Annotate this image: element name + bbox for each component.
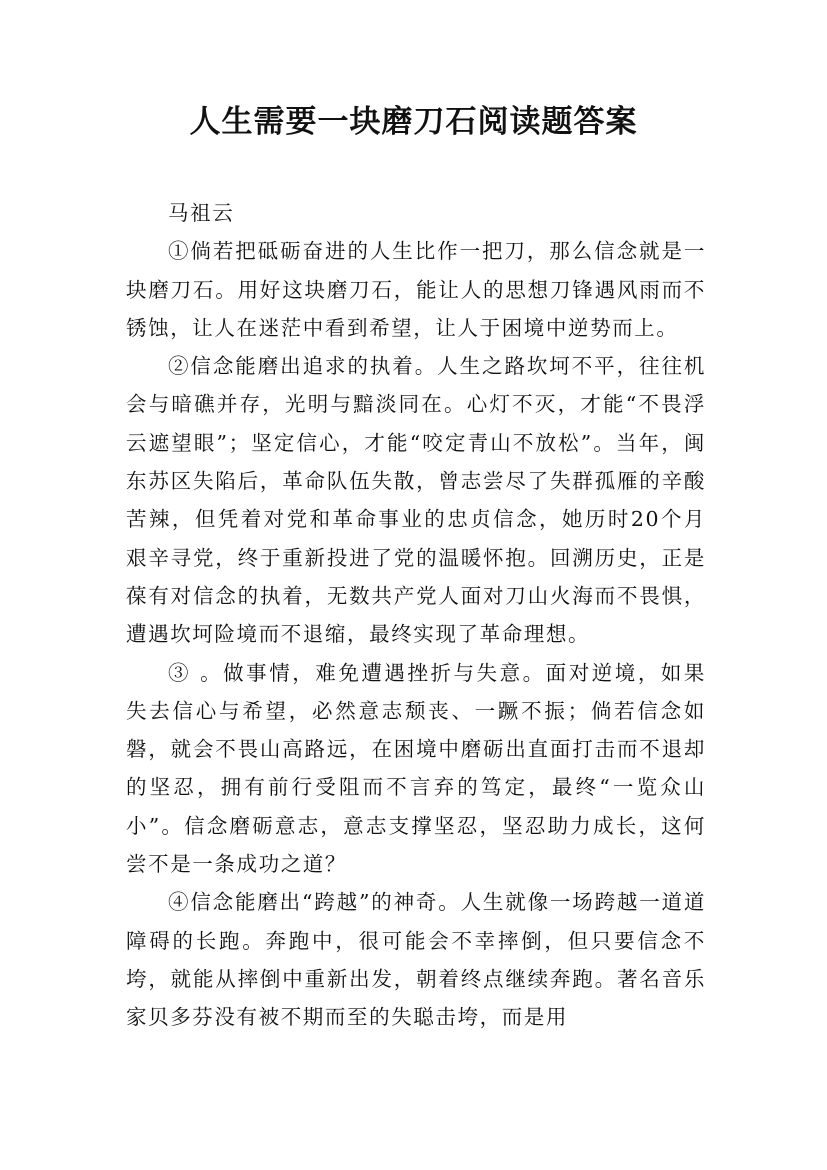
paragraph-3: ③ 。做事情，难免遭遇挫折与失意。面对逆境，如果失去信心与希望，必然意志颓丧、一蹶不振；倘若信念如磐，就会不畏山高路远，在困境中磨砺出直面打击而不退却的坚忍，拥有前行受阻而不言弃的笃定，最终“一览众山小”。信念磨砺意志，意志支撑坚忍，坚忍助力成长，这何尝不是一条成功之道？: [126, 660, 706, 877]
paragraph-4: ④信念能磨出“跨越”的神奇。人生就像一场跨越一道道障碍的长跑。奔跑中，很可能会不幸摔倒，但只要信念不垮，就能从摔倒中重新出发，朝着终点继续奔跑。著名音乐家贝多芬没有被不期而至的失聪击垮，而是用: [126, 890, 706, 1030]
document-body: [126, 194, 706, 1037]
author-line: 马祖云: [168, 201, 235, 225]
paragraph-1: ①倘若把砥砺奋进的人生比作一把刀，那么信念就是一块磨刀石。用好这块磨刀石，能让人的思想刀锋遇风雨而不锈蚀，让人在迷茫中看到希望，让人于困境中逆势而上。: [126, 239, 706, 340]
paragraph-2: ②信念能磨出追求的执着。人生之路坎坷不平，往往机会与暗礁并存，光明与黯淡同在。心灯不灭，才能“不畏浮云遮望眼”；坚定信心，才能“咬定青山不放松”。当年，闽东苏区失陷后，革命队伍失散，曾志尝尽了失群孤雁的辛酸苦辣，但凭着对党和革命事业的忠贞信念，她历时20个月艰辛寻党，终于重新投进了党的温暖怀抱。回溯历史，正是葆有对信念的执着，无数共产党人面对刀山火海而不畏惧，遭遇坎坷险境而不退缩，最终实现了革命理想。: [126, 354, 706, 647]
document-title: 人生需要一块磨刀石阅读题答案: [189, 104, 638, 140]
